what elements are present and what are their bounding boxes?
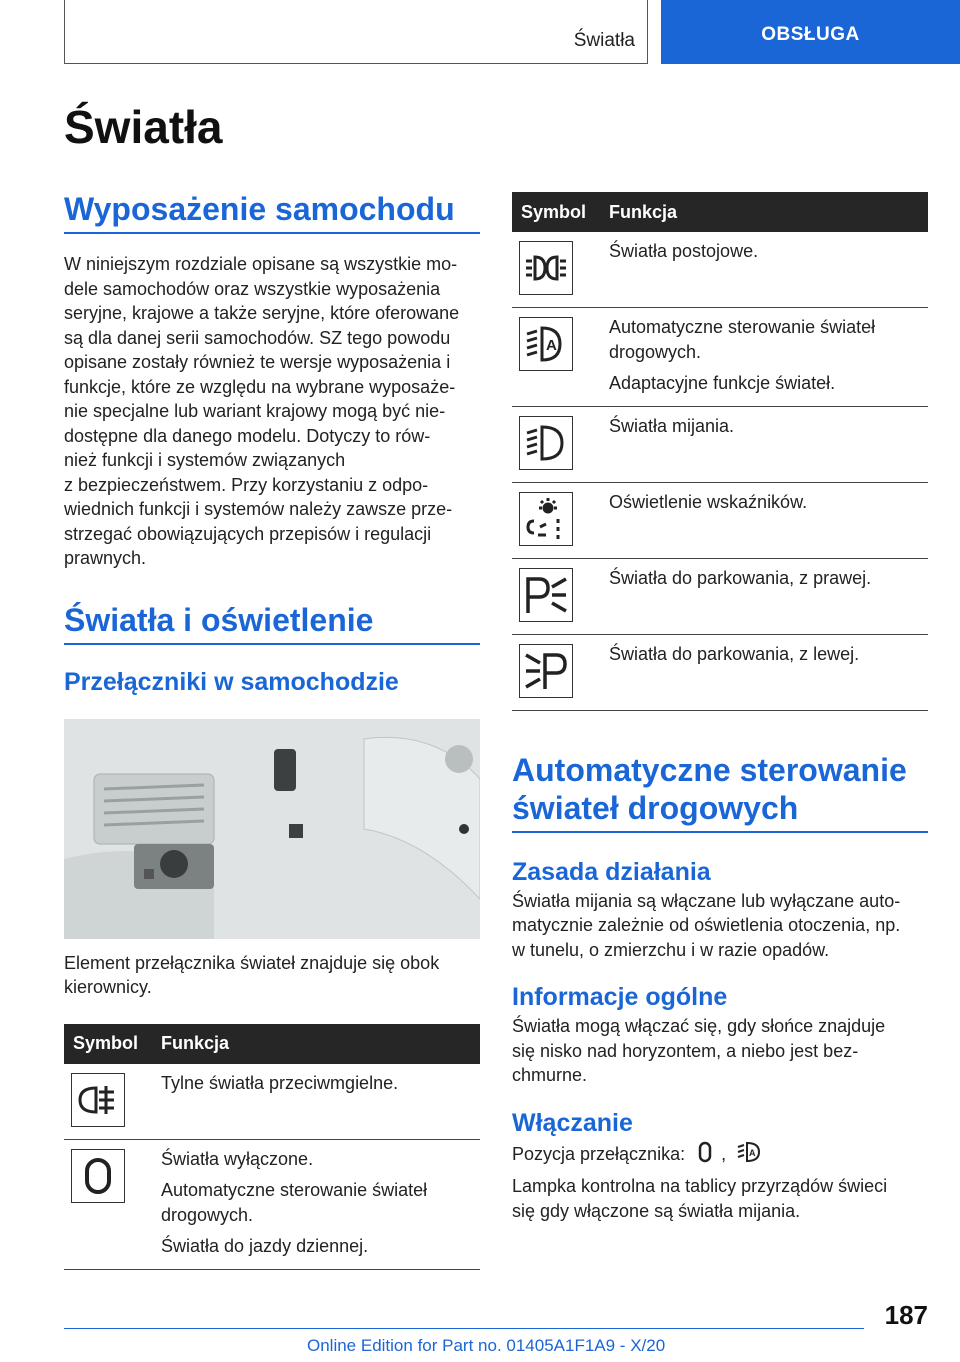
cockpit-photo: [64, 719, 480, 939]
row-function-text: Automatyczne sterowanie świateł drogowych.: [609, 317, 876, 362]
parking-light-left-icon: [519, 644, 573, 698]
row-function-text: Światła do parkowania, z prawej.: [609, 567, 872, 588]
lamp-paragraph: Lampka kontrolna na tablicy przyrządów świeci się gdy włączone są światła mijania.: [512, 1176, 888, 1221]
low-beam-icon: [519, 416, 573, 470]
row-function-text: Światła wyłączone.: [161, 1148, 314, 1169]
row-function-text: Światła do jazdy dziennej.: [161, 1236, 369, 1256]
table-row: [512, 558, 928, 634]
col-header-symbol: Symbol: [64, 1024, 161, 1064]
table-row: [512, 482, 928, 558]
footer-edition: Online Edition for Part no. 01405A1F1A9 - X/20: [307, 1336, 666, 1355]
left-column: [64, 190, 480, 1270]
table-row: [512, 634, 928, 710]
table-row: [512, 232, 928, 308]
page-title: Światła: [64, 101, 223, 153]
table-row: [64, 1139, 480, 1269]
parking-light-right-icon: [519, 568, 573, 622]
rear-fog-light-icon: [71, 1073, 125, 1127]
row-function-text: Oświetlenie wskaźników.: [609, 491, 808, 512]
instrument-lighting-icon: [519, 492, 573, 546]
col-header-symbol: Symbol: [512, 192, 609, 232]
svg-text:A: A: [546, 337, 557, 354]
equipment-paragraph: W niniejszym rozdziale opisane są wszystkie mo‐ dele samochodów oraz wszystkie wyposażenia seryjne, krajowe a także seryjne, które oferowane są dla danej serii samochodów. SZ tego powodu opisane zostały również te wersje wyposażenia i funkcje, które ze względu na wybrane wyposaże‐ nie specjalne lub wariant krajowy mogą być nie‐ dostępne dla danego modelu. Dotyczy to rów‐ nież funkcji i systemów związanych z bezpieczeństwem. Przy korzystaniu z odpo‐ wiednich funkcji i systemów należy zawsze prze‐ strzegać obowiązujących przepisów i regulacji prawnych.: [64, 254, 460, 568]
zero-position-icon: [71, 1149, 125, 1203]
principle-paragraph: Światła mijania są włączane lub wyłączane auto‐ matycznie zależnie od oświetlenia otoczenia, np. w tunelu, o zmierzchu i w razie opadów.: [512, 890, 901, 960]
switch-position-line: Pozycja przełącznika: , A: [512, 1140, 928, 1171]
header-chapter-tab[interactable]: OBSŁUGA: [661, 0, 960, 64]
row-function-text: Automatyczne sterowanie świateł drogowych.: [161, 1180, 428, 1225]
row-function-text: Światła do parkowania, z lewej.: [609, 643, 860, 664]
row-function-text: Tylne światła przeciwmgielne.: [161, 1072, 399, 1093]
auto-headlight-icon: [519, 317, 573, 371]
heading-auto-lights: Automatyczne sterowanie świateł drogowych: [512, 751, 928, 833]
general-paragraph: Światła mogą włączać się, gdy słońce znajduje się nisko nad horyzontem, a niebo jest bez‐ chmurne.: [512, 1016, 886, 1085]
table-row: [512, 308, 928, 407]
row-function-text: Światła mijania.: [609, 415, 735, 436]
page-number: 187: [884, 1300, 928, 1330]
col-header-function: Funkcja: [609, 192, 928, 232]
symbol-table-left: [64, 1024, 480, 1270]
heading-switching-on: Włączanie: [512, 1108, 633, 1137]
heading-principle: Zasada działania: [512, 857, 711, 886]
symbol-table-right: [512, 192, 928, 711]
table-row: [512, 406, 928, 482]
table-row: [64, 1064, 480, 1140]
row-function-text: Światła postojowe.: [609, 241, 759, 261]
photo-caption: Element przełącznika świateł znajduje się obok kierownicy.: [64, 952, 440, 997]
row-function-text: Adaptacyjne funkcje świateł.: [609, 373, 836, 393]
auto-headlight-icon: [737, 1140, 763, 1171]
right-column: [512, 192, 928, 1223]
col-header-function: Funkcja: [161, 1024, 480, 1064]
svg-text:A: A: [749, 1147, 756, 1158]
heading-lights: Światła i oświetlenie: [64, 601, 480, 645]
heading-equipment: Wyposażenie samochodu: [64, 190, 480, 234]
header-bar: [64, 0, 648, 64]
parking-lights-icon: [519, 241, 573, 295]
heading-switches: Przełączniki w samochodzie: [64, 667, 399, 696]
header-section-title: Światła: [573, 30, 635, 51]
footer-divider: [64, 1328, 864, 1329]
heading-general: Informacje ogólne: [512, 983, 728, 1011]
zero-position-icon: [698, 1141, 712, 1170]
